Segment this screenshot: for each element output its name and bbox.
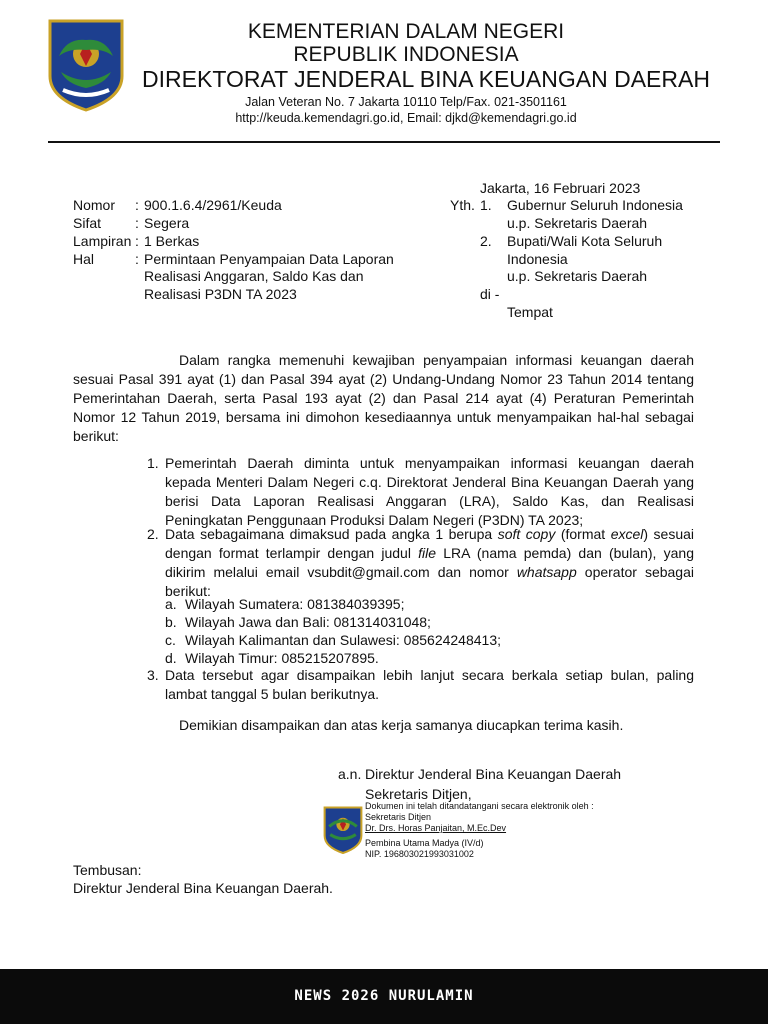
header-contact: http://keuda.kemendagri.go.id, Email: djkd@kemendagri.go.id [235, 111, 577, 125]
recipient-number: 1. [480, 197, 492, 213]
lampiran-label: Lampiran [73, 233, 132, 249]
sub-item-sumatera: Wilayah Sumatera: 081384039395; [185, 596, 405, 612]
item-number: 3. [147, 667, 159, 683]
signature-title-1: Direktur Jenderal Bina Keuangan Daerah [365, 766, 622, 782]
colon: : [135, 233, 139, 249]
item-2-file: file [418, 545, 437, 561]
item-2-text: LRA (nama pemda) dan (bulan), yang dikirim melalui email vsubdit@gmail.com dan nomor [165, 545, 695, 580]
item-2-text: ) sesuai dengan format terlampir dengan judul [165, 526, 695, 561]
recipient-2-line-3: u.p. Sekretaris Daerah [507, 268, 648, 284]
yth-label: Yth. [450, 197, 475, 213]
letter-date: Jakarta, 16 Februari 2023 [480, 180, 641, 196]
nomor-value: 900.1.6.4/2961/Keuda [144, 197, 282, 213]
sub-item-jawa-bali: Wilayah Jawa dan Bali: 081314031048; [185, 614, 431, 630]
e-signature-nip: NIP. 196803021993031002 [365, 849, 474, 859]
tempat-label: Tempat [507, 304, 553, 320]
e-signature-position: Sekretaris Ditjen [365, 812, 432, 822]
item-2-text: (format [555, 526, 611, 542]
sub-item-label: d. [165, 650, 177, 666]
e-signature-name: Dr. Drs. Horas Panjaitan, M.Ec.Dev [365, 823, 507, 833]
sub-item-kalimantan-sulawesi: Wilayah Kalimantan dan Sulawesi: 085624248413; [185, 632, 501, 648]
sifat-value: Segera [144, 215, 190, 231]
recipient-2-line-1: Bupati/Wali Kota Seluruh [507, 233, 663, 249]
sub-item-label: a. [165, 596, 177, 612]
item-2-whatsapp: whatsapp [516, 564, 577, 580]
signature-title-2: Sekretaris Ditjen, [365, 786, 472, 802]
colon: : [135, 215, 139, 231]
item-2-text: operator sebagai berikut: [165, 564, 694, 599]
colon: : [135, 251, 139, 267]
item-2-text: Data sebagaimana dimaksud pada angka 1 berupa [165, 526, 498, 542]
an-label: a.n. [338, 766, 362, 782]
hal-line-3: Realisasi P3DN TA 2023 [144, 286, 297, 302]
intro-paragraph: Dalam rangka memenuhi kewajiban penyampaian informasi keuangan daerah sesuai Pasal 391 ayat (1) dan Pasal 394 ayat (2) Undang-Undang Nomor 23 Tahun 2014 tentang Pemerintahan Daerah, serta Pasal 193 ayat (2) dan Pasal 214 ayat (4) Peraturan Pemerintah Nomor 12 Tahun 2019, bersama ini dimohon kesediaannya untuk menyampaikan hal-hal sebagai berikut: [73, 352, 694, 444]
sub-item-timur: Wilayah Timur: 085215207895. [185, 650, 379, 666]
recipient-1-line-2: u.p. Sekretaris Daerah [507, 215, 648, 231]
footer-watermark-text: NEWS 2026 NURULAMIN [294, 988, 474, 1004]
sifat-label: Sifat [73, 215, 102, 231]
lampiran-value: 1 Berkas [144, 233, 200, 249]
colon: : [135, 197, 139, 213]
tembusan-label: Tembusan: [73, 862, 142, 878]
garuda-seal-icon [323, 806, 363, 854]
hal-label: Hal [73, 251, 95, 267]
recipient-number: 2. [480, 233, 492, 249]
header-address: Jalan Veteran No. 7 Jakarta 10110 Telp/Fax. 021-3501161 [245, 95, 567, 109]
item-number: 1. [147, 455, 159, 471]
e-signature-note: Dokumen ini telah ditandatangani secara elektronik oleh : [365, 801, 594, 811]
nomor-label: Nomor [73, 197, 116, 213]
header-ministry: KEMENTERIAN DALAM NEGERI [247, 20, 565, 43]
item-1: Pemerintah Daerah diminta untuk menyampaikan informasi keuangan daerah kepada Menteri Dalam Negeri c.q. Direktorat Jenderal Bina Keuangan Daerah yang berisi Data Laporan Realisasi Anggaran (LRA), Saldo Kas, dan Realisasi Peningkatan Penggunaan Produksi Dalam Negeri (P3DN) TA 2023; [165, 455, 694, 528]
item-2-soft-copy: soft copy [497, 526, 556, 542]
recipient-1-line-1: Gubernur Seluruh Indonesia [507, 197, 683, 213]
header-country: REPUBLIK INDONESIA [293, 43, 519, 66]
item-3: Data tersebut agar disampaikan lebih lanjut secara berkala setiap bulan, paling lambat tanggal 5 bulan berikutnya. [165, 667, 694, 702]
sub-item-label: b. [165, 614, 177, 630]
di-label: di - [480, 286, 500, 302]
closing-sentence: Demikian disampaikan dan atas kerja samanya diucapkan terima kasih. [179, 717, 624, 733]
item-2-excel: excel [610, 526, 644, 542]
hal-line-1: Permintaan Penyampaian Data Laporan [144, 251, 394, 267]
hal-line-2: Realisasi Anggaran, Saldo Kas dan [144, 268, 364, 284]
header-divider [48, 141, 720, 143]
recipient-2-line-2: Indonesia [507, 251, 568, 267]
header-directorate: DIREKTORAT JENDERAL BINA KEUANGAN DAERAH [142, 66, 710, 92]
tembusan-item: Direktur Jenderal Bina Keuangan Daerah. [73, 880, 333, 896]
item-2 [165, 525, 694, 601]
item-number: 2. [147, 526, 159, 542]
sub-item-label: c. [165, 632, 176, 648]
e-signature-rank: Pembina Utama Madya (IV/d) [365, 838, 484, 848]
